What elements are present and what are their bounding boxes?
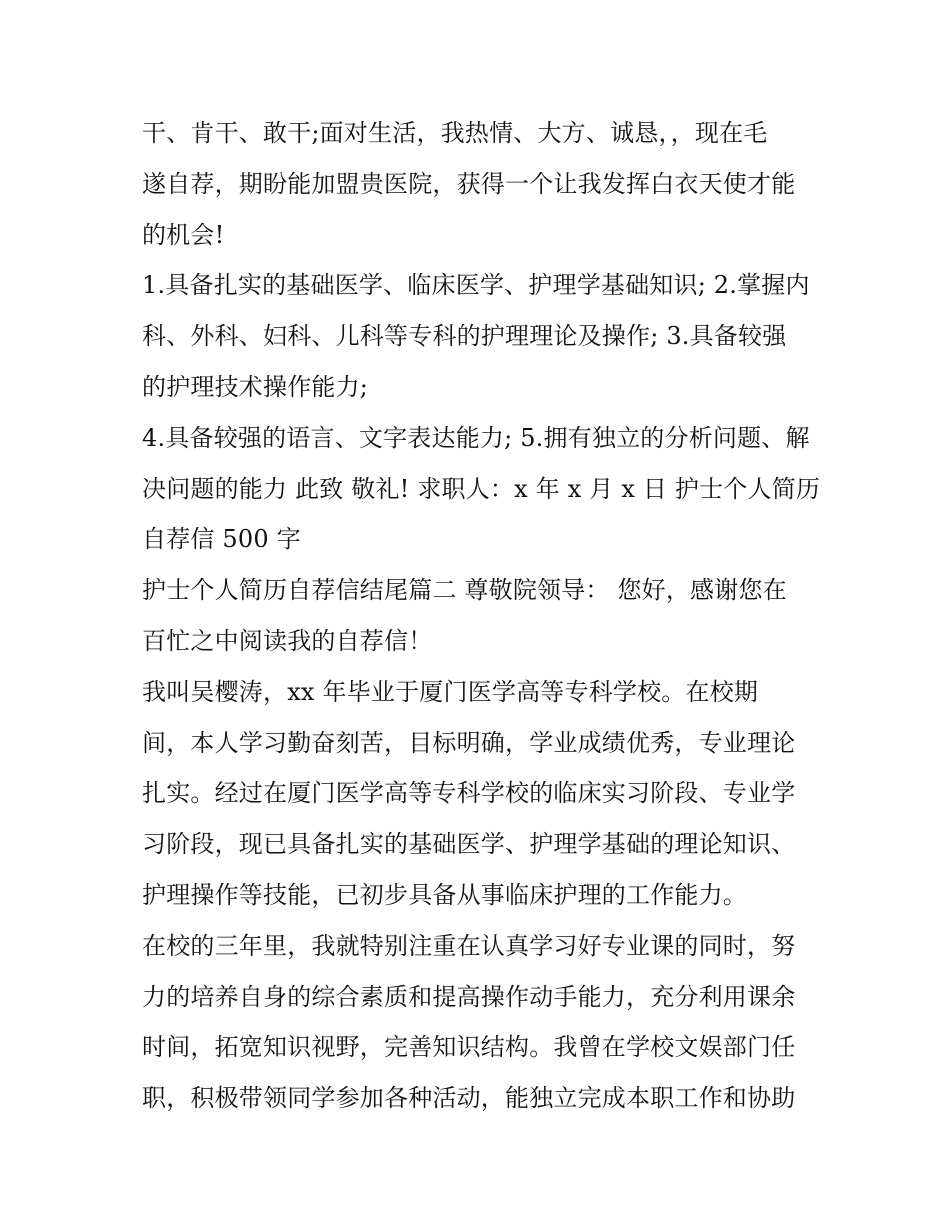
- text-line: 在校的三年里，我就特别注重在认真学习好专业课的同时，努: [142, 931, 796, 960]
- text-line: 我叫吴樱涛，xx 年毕业于厦门医学高等专科学校。在校期: [142, 677, 759, 706]
- text-line: 的护理技术操作能力;: [142, 372, 369, 401]
- text-line: 护理操作等技能，已初步具备从事临床护理的工作能力。: [142, 880, 747, 909]
- text-line: 的机会!: [142, 220, 225, 249]
- text-line: 时间，拓宽知识视野，完善知识结构。我曾在学校文娱部门任: [142, 1033, 796, 1062]
- text-line: 科、外科、妇科、儿科等专科的护理理论及操作; 3.具备较强: [142, 322, 787, 351]
- text-line: 职，积极带领同学参加各种活动，能独立完成本职工作和协助: [142, 1084, 796, 1113]
- text-line: 百忙之中阅读我的自荐信！: [142, 626, 433, 655]
- text-line: 力的培养自身的综合素质和提高操作动手能力，充分利用课余: [142, 982, 796, 1011]
- text-line: 遂自荐，期盼能加盟贵医院，获得一个让我发挥白衣天使才能: [142, 169, 796, 198]
- text-line: 自荐信 500 字: [142, 525, 301, 554]
- text-line: 1.具备扎实的基础医学、临床医学、护理学基础知识; 2.掌握内: [142, 271, 810, 300]
- text-line: 间，本人学习勤奋刻苦，目标明确，学业成绩优秀，专业理论: [142, 728, 796, 757]
- text-line: 护士个人简历自荐信结尾篇二 尊敬院领导： 您好，感谢您在: [142, 576, 787, 605]
- text-line: 决问题的能力 此致 敬礼! 求职人：x 年 x 月 x 日 护士个人简历: [142, 474, 821, 503]
- text-line: 干、肯干、敢干;面对生活，我热情、大方、诚恳，，现在毛: [142, 119, 768, 147]
- document-body: [142, 108, 822, 1124]
- text-line: 4.具备较强的语言、文字表达能力; 5.拥有独立的分析问题、解: [142, 423, 810, 452]
- text-line: 习阶段，现已具备扎实的基础医学、护理学基础的理论知识、: [142, 830, 796, 859]
- text-line: 扎实。经过在厦门医学高等专科学校的临床实习阶段、专业学: [142, 779, 796, 808]
